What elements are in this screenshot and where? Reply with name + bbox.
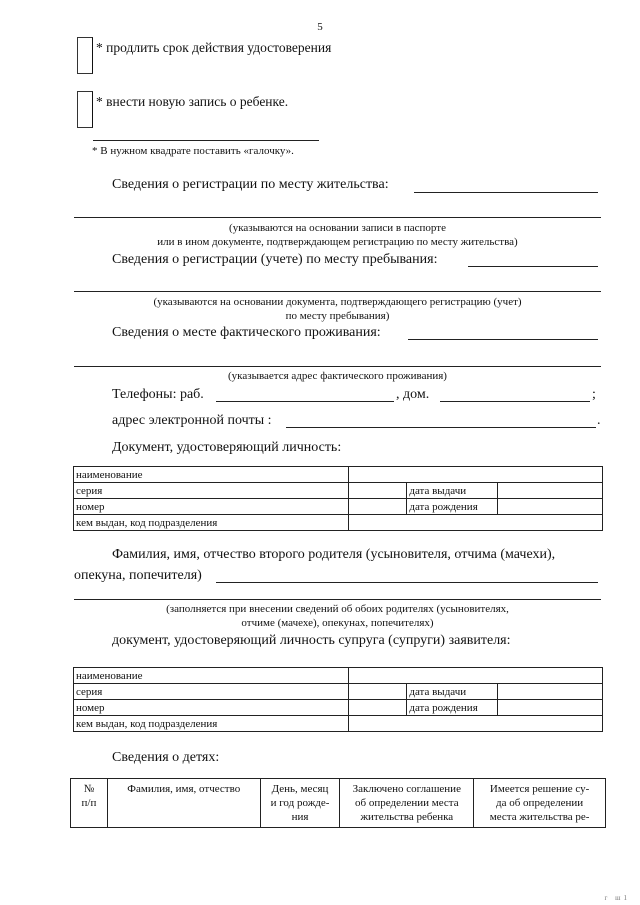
scanner-mark: г ш1 [604, 894, 630, 902]
spouse-doc-table [73, 667, 603, 732]
col-header-court-decision: Имеется решение су- да об определении места жительства ре- [474, 779, 606, 828]
name-value-cell[interactable] [349, 467, 603, 483]
col-header-birth-date: День, месяц и год рожде- ния [260, 779, 340, 828]
table-row [74, 499, 603, 515]
issued-by-value-cell[interactable] [349, 716, 603, 732]
phones-semicolon: ; [592, 387, 596, 402]
series-value-cell[interactable] [349, 684, 407, 700]
actual-residence-field-line2[interactable] [74, 366, 601, 367]
col-header-residence-agreement: Заключено соглашение об определении места жительства ребенка [340, 779, 474, 828]
col-header-number: № п/п [71, 779, 108, 828]
actual-residence-note: (указывается адрес фактического проживания) [228, 370, 447, 382]
issue-date-value-cell[interactable] [498, 684, 603, 700]
extend-certificate-label: * продлить срок действия удостоверения [96, 40, 332, 55]
identity-doc-table [73, 466, 603, 531]
second-parent-note: (заполняется при внесении сведений об обоих родителях (усыновителях, отчиме (мачехе), опекунах, попечителях) [166, 603, 509, 629]
series-value-cell[interactable] [349, 483, 407, 499]
table-row [74, 684, 603, 700]
col-header-full-name: Фамилия, имя, отчество [107, 779, 260, 828]
registration-note: (указываются на основании записи в паспорте или в ином документе, подтверждающем регистрацию по месту жительства) [157, 222, 518, 248]
number-value-cell[interactable] [349, 700, 407, 716]
row-label-birth-date: дата рождения [407, 700, 498, 716]
row-label-name: наименование [74, 668, 349, 684]
second-parent-label: Фамилия, имя, отчество второго родителя (усыновителя, отчима (мачехи), [112, 547, 556, 562]
email-field[interactable] [286, 427, 596, 428]
table-header-row [71, 779, 606, 828]
table-row [74, 467, 603, 483]
children-table [70, 778, 606, 828]
page-number: 5 [317, 21, 323, 33]
registration-label: Сведения о регистрации по месту жительства: [112, 177, 389, 192]
email-period: . [597, 413, 601, 428]
table-row [74, 700, 603, 716]
row-label-issued-by: кем выдан, код подразделения [74, 716, 349, 732]
extend-certificate-checkbox[interactable] [77, 37, 93, 74]
issued-by-value-cell[interactable] [349, 515, 603, 531]
actual-residence-field[interactable] [408, 339, 598, 340]
add-child-checkbox[interactable] [77, 91, 93, 128]
row-label-birth-date: дата рождения [407, 499, 498, 515]
number-value-cell[interactable] [349, 499, 407, 515]
footnote: * В нужном квадрате поставить «галочку». [92, 145, 294, 157]
row-label-number: номер [74, 700, 349, 716]
stay-field-line2[interactable] [74, 291, 601, 292]
footnote-divider [93, 140, 319, 141]
birth-date-value-cell[interactable] [498, 700, 603, 716]
row-label-series: серия [74, 483, 349, 499]
registration-field[interactable] [414, 192, 598, 193]
actual-residence-label: Сведения о месте фактического проживания: [112, 325, 381, 340]
row-label-number: номер [74, 499, 349, 515]
email-label: адрес электронной почты : [112, 413, 272, 428]
second-parent-field[interactable] [216, 582, 598, 583]
table-row [74, 515, 603, 531]
children-heading: Сведения о детях: [112, 750, 220, 765]
identity-doc-heading: Документ, удостоверяющий личность: [112, 440, 342, 455]
table-row [74, 716, 603, 732]
row-label-issue-date: дата выдачи [407, 483, 498, 499]
stay-field[interactable] [468, 266, 598, 267]
home-phone-label: , дом. [396, 387, 430, 402]
birth-date-value-cell[interactable] [498, 499, 603, 515]
stay-note: (указываются на основании документа, подтверждающего регистрацию (учет) по месту пребывания) [153, 296, 522, 322]
table-row [74, 483, 603, 499]
registration-field-line2[interactable] [74, 217, 601, 218]
second-parent-field-line2[interactable] [74, 599, 601, 600]
issue-date-value-cell[interactable] [498, 483, 603, 499]
row-label-issue-date: дата выдачи [407, 684, 498, 700]
phones-label: Телефоны: раб. [112, 387, 204, 402]
home-phone-field[interactable] [440, 401, 590, 402]
spouse-doc-heading: документ, удостоверяющий личность супруга (супруги) заявителя: [112, 633, 511, 648]
stay-label: Сведения о регистрации (учете) по месту пребывания: [112, 252, 438, 267]
row-label-issued-by: кем выдан, код подразделения [74, 515, 349, 531]
work-phone-field[interactable] [216, 401, 394, 402]
add-child-label: * внести новую запись о ребенке. [96, 94, 289, 109]
row-label-series: серия [74, 684, 349, 700]
second-parent-label-line2: опекуна, попечителя) [74, 568, 202, 583]
name-value-cell[interactable] [349, 668, 603, 684]
row-label-name: наименование [74, 467, 349, 483]
table-row [74, 668, 603, 684]
